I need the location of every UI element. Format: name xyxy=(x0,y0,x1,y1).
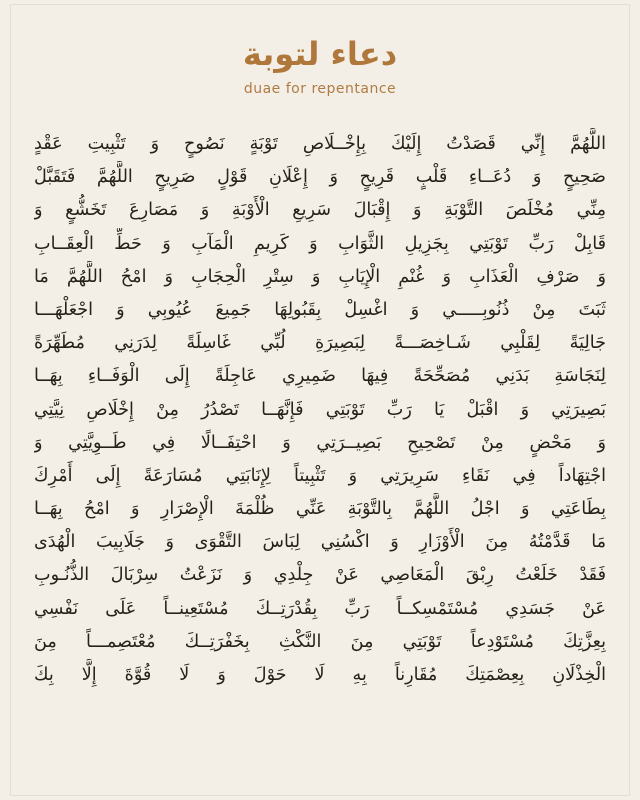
prayer-line: بِطَاعَتِي وَ اجْلُ اللَّهُمَّ بِالتَّوْبَةِ عَنِّي ظُلْمَةَ الْإِصْرَارِ وَ امْحُ بِهَــا xyxy=(34,499,606,520)
prayer-line: بِعِزَّتِكَ مُسْتَوْدِعاً تَوْبَتِي مِنَ النَّكْثِ بِخَفْرَتِــكَ مُعْتَصِمـــاً مِنَ xyxy=(34,631,606,652)
prayer-line: لِنَجَاسَةِ بَدَنِي مُصَحِّحَةً فِيهَا ضَمِيرِي عَاجِلَةً إِلَى الْوَفَــاءِ بِهَــا xyxy=(34,366,606,387)
prayer-line: اللَّهُمَّ إِنِّي قَصَدْتُ إِلَيْكَ بِإِخْــلَاصِ تَوْبَةٍ نَصُوحٍ وَ تَثْبِيتِ عَقْدٍ xyxy=(34,134,606,154)
prayer-line: مَا قَدَّمْتُهُ مِنَ الْأَوْزَارِ وَ اكْسُنِي لِبَاسَ التَّقْوَى وَ جَلَابِيبَ الْهُدَى xyxy=(34,532,606,553)
prayer-line: قَابِلْ رَبِّ تَوْبَتِي بِجَزِيلِ الثَّوَابِ وَ كَرِيمِ الْمَآبِ وَ حَطِّ الْعِقَــابِ xyxy=(34,233,606,254)
prayer-text xyxy=(34,128,606,692)
header xyxy=(0,34,640,98)
page-title: دعاء لتوبة xyxy=(242,35,398,73)
prayer-line: وَ صَرْفِ الْعَذَابِ وَ غُنْمِ الْإِيَابِ وَ سِتْرِ الْحِجَابِ وَ امْحُ اللَّهُمَّ مَا xyxy=(34,266,606,287)
prayer-line: صَحِيحٍ وَ دُعَــاءِ قَلْبٍ قَرِيحٍ وَ إِعْلَانِ قَوْلٍ صَرِيحٍ اللَّهُمَّ فَتَقَبَّلْ xyxy=(34,167,606,188)
prayer-line: مِنِّي مُخْلَصَ التَّوْبَةِ وَ إِقْبَالَ سَرِيعِ الْأَوْبَةِ وَ مَصَارِعَ تَخَشُّعٍ وَ xyxy=(34,200,606,221)
prayer-line: فَقَدْ خَلَعْتُ رِبْقَ الْمَعَاصِي عَنْ جِلْدِي وَ نَزَعْتُ سِرْبَالَ الذُّنُـوبِ xyxy=(34,565,606,586)
page-subtitle: duae for repentance xyxy=(243,81,397,97)
prayer-line: الْخِذْلَانِ بِعِصْمَتِكَ مُقَارِناً بِهِ لَا حَوْلَ وَ لَا قُوَّةَ إِلَّا بِكَ xyxy=(34,665,606,685)
prayer-line: اجْتِهَاداً فِي نَقَاءِ سَرِيرَتِي وَ تَثْبِيتاً لِإِنَابَتِي مُسَارَعَةً إِلَى أَمْرِكَ xyxy=(34,465,606,486)
prayer-line: بَصِيرَتِي وَ اقْبَلْ يَا رَبِّ تَوْبَتِي فَإِنَّهَــا تَصْدُرُ مِنْ إِخْلَاصِ نِيَّتِي xyxy=(34,399,606,420)
prayer-line: وَ مَحْضٍ مِنْ تَصْحِيحِ بَصِيــرَتِي وَ احْتِفَــالًا فِي طَــوِيَّتِي وَ xyxy=(34,432,606,453)
prayer-line: ثَبَتَ مِنْ ذُنُوبِـــــي وَ اغْسِلْ بِقَبُولِهَا جَمِيعَ عُيُوبِي وَ اجْعَلْهَـــا xyxy=(34,299,606,320)
prayer-line: جَالِيَةً لِقَلْبِي شَـاخِصَـــةً لِبَصِيرَةِ لُبِّي غَاسِلَةً لِدَرَنِي مُطَهِّرَةً xyxy=(34,333,606,354)
prayer-line: عَنْ جَسَدِي مُسْتَمْسِكــاً رَبِّ بِقُدْرَتِــكَ مُسْتَعِينــاً عَلَى نَفْسِي xyxy=(34,598,606,619)
